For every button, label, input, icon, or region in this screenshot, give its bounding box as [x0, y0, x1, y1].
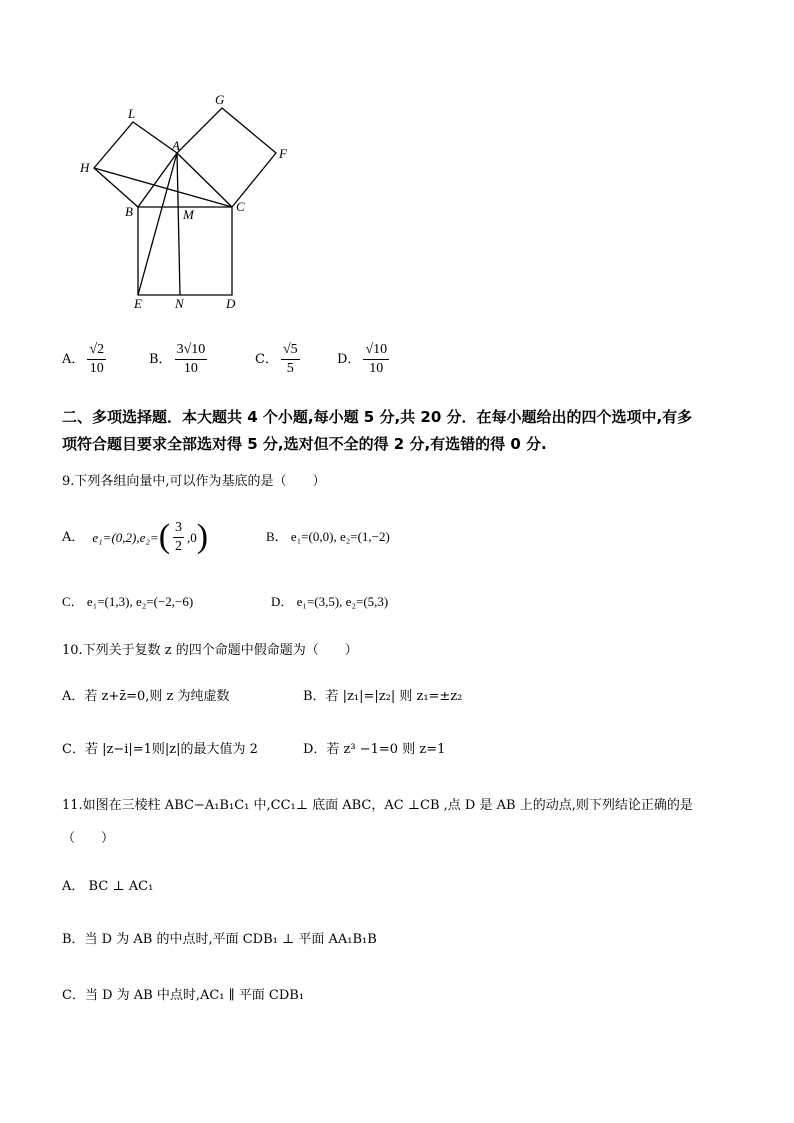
frac-den: 5 — [286, 361, 294, 376]
option-letter: C． — [255, 352, 278, 367]
section-heading — [62, 404, 742, 458]
q8-option-d[interactable] — [337, 343, 392, 376]
q8-option-b[interactable] — [149, 343, 255, 376]
frac-num: 3 — [173, 521, 184, 538]
square-acfg — [177, 108, 276, 207]
frac-den: 2 — [175, 538, 183, 554]
option-letter: B． — [149, 352, 172, 367]
label-d: D — [226, 296, 236, 311]
label-f: F — [279, 146, 287, 161]
frac-den: 10 — [89, 361, 104, 376]
frac-den: 10 — [369, 361, 384, 376]
left-paren: ( — [158, 518, 171, 555]
line-an — [177, 153, 180, 295]
label-b: B — [125, 204, 133, 219]
q9-stem: 9.下列各组向量中,可以作为基底的是（ ） — [62, 474, 326, 489]
q8-option-c[interactable] — [255, 343, 337, 376]
q11-option-b[interactable]: B．当 D 为 AB 的中点时,平面 CDB₁ ⊥ 平面 AA₁B₁B — [62, 932, 377, 947]
option-letter: A． — [62, 352, 85, 367]
right-paren: ) — [196, 518, 209, 555]
q9-option-d[interactable]: D． e₁=(3,5), e₂=(5,3) — [271, 594, 389, 609]
label-h: H — [80, 160, 90, 175]
q9-option-b[interactable]: B． e₁=(0,0), e₂=(1,−2) — [266, 529, 390, 544]
q11-option-a[interactable]: A． BC ⊥ AC₁ — [62, 879, 154, 894]
q9-option-c[interactable]: C． e₁=(1,3), e₂=(−2,−6) — [62, 594, 194, 609]
label-e: E — [134, 296, 142, 311]
q11-stem: 11.如图在三棱柱 ABC−A₁B₁C₁ 中,CC₁⊥ 底面 ABC，AC ⊥CB ,点 D 是 AB 上的动点,则下列结论正确的是 — [62, 798, 693, 813]
q9-a-tail: ,0 — [187, 529, 197, 545]
line-ae — [138, 153, 177, 295]
label-a: A — [172, 138, 180, 153]
q10-stem: 10.下列关于复数 z 的四个命题中假命题为（ ） — [62, 643, 358, 658]
q10-option-a[interactable]: A．若 z+z̄=0,则 z 为纯虚数 — [62, 689, 230, 704]
q9-option-a[interactable] — [62, 518, 209, 555]
q10-option-c[interactable]: C．若 |z−i|=1则|z|的最大值为 2 — [62, 742, 258, 757]
section-heading-line2: 项符合题目要求全部选对得 5 分,选对但不全的得 2 分,有选错的得 0 分. — [62, 435, 547, 453]
frac-num: √2 — [87, 343, 106, 360]
square-abhl — [94, 122, 177, 207]
q9-a-vectors: e₁=(0,2),e₂= — [92, 529, 159, 545]
q11-paren: （ ） — [62, 831, 115, 846]
option-letter: A． — [62, 529, 85, 545]
frac-num: 3√10 — [175, 343, 208, 360]
label-l: L — [128, 106, 136, 121]
frac-num: √10 — [363, 343, 389, 360]
frac-den: 10 — [183, 361, 198, 376]
geometry-figure — [55, 85, 305, 315]
q11-option-c[interactable]: C．当 D 为 AB 中点时,AC₁ ∥ 平面 CDB₁ — [62, 988, 305, 1003]
label-m: M — [183, 207, 194, 222]
q8-option-a[interactable] — [62, 343, 149, 376]
section-heading-line1: 二、多项选择题．本大题共 4 个小题,每小题 5 分,共 20 分．在每小题给出的四个选项中,有多 — [62, 408, 693, 426]
label-g: G — [215, 92, 225, 107]
option-letter: D． — [337, 352, 361, 367]
q10-option-d[interactable]: D．若 z³ −1=0 则 z=1 — [303, 742, 446, 757]
frac-num: √5 — [281, 343, 300, 360]
label-c: C — [236, 199, 245, 214]
label-n: N — [175, 296, 184, 311]
q10-option-b[interactable]: B．若 |z₁|=|z₂| 则 z₁=±z₂ — [303, 689, 463, 704]
q8-options — [62, 343, 392, 376]
